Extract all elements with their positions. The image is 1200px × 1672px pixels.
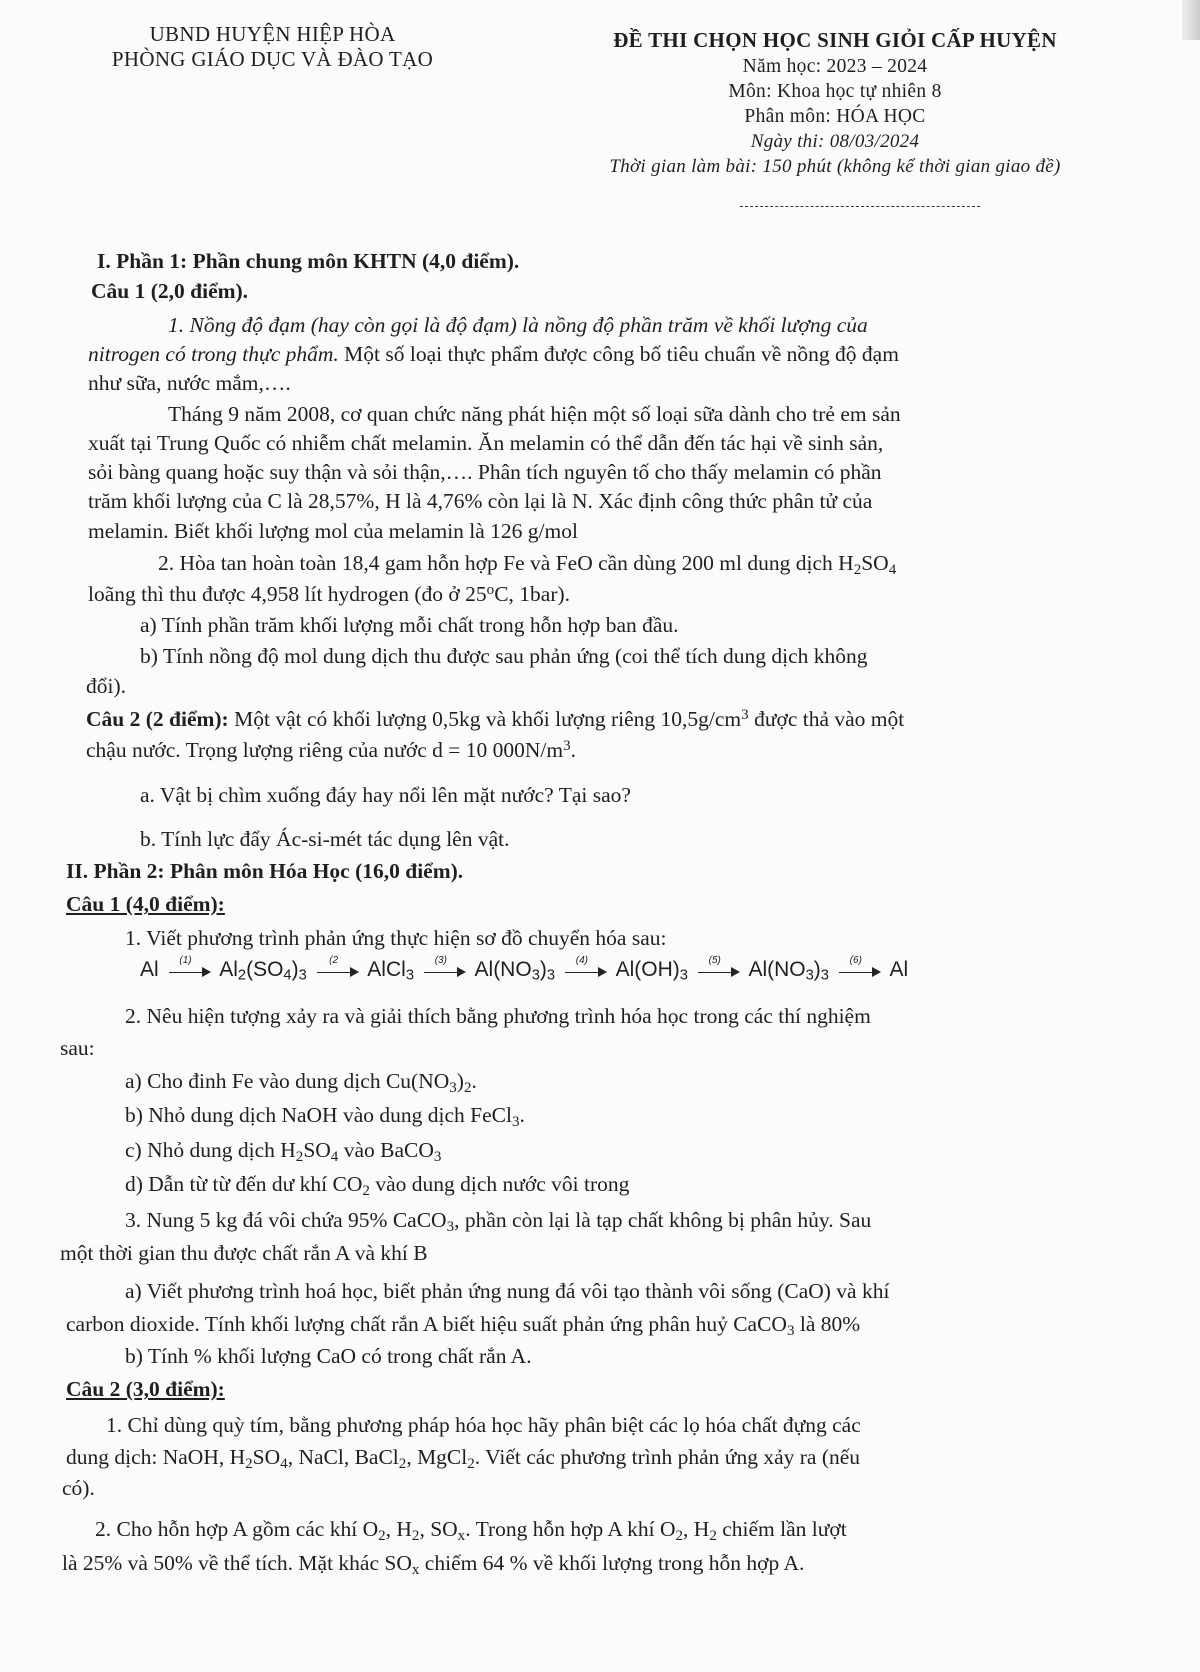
species: [367, 958, 414, 984]
part2-q2-2-line: [95, 1518, 847, 1542]
subscript: 2: [398, 1455, 407, 1472]
text: vào dung dịch nước vôi trong: [369, 1172, 630, 1196]
subscript: 2: [362, 1182, 370, 1199]
text: ): [291, 958, 299, 981]
arrow-label: (2: [329, 955, 339, 967]
subscript: 3: [820, 967, 829, 984]
subscript: 4: [330, 1148, 339, 1165]
part2-q1-3-line: b) Tính % khối lượng CaO có trong chất rắn A.: [125, 1344, 532, 1368]
subscript: 3: [449, 1079, 457, 1096]
part1-q1-1-line: xuất tại Trung Quốc có nhiễm chất melamin. Ăn melamin có thể dẫn đến tác hại về sinh sản,: [88, 431, 884, 455]
text: , H: [683, 1517, 710, 1541]
superscript: o: [486, 582, 495, 599]
text: 2. Hòa tan hoàn toàn 18,4 gam hỗn hợp Fe và FeO cần dùng 200 ml dung dịch H: [158, 551, 854, 575]
subscript: 4: [888, 561, 897, 578]
text: b) Nhỏ dung dịch NaOH vào dung dịch FeCl: [125, 1103, 512, 1127]
part1-q1-2-line: [158, 552, 896, 576]
part1-q2-line: a. Vật bị chìm xuống đáy hay nổi lên mặt nước? Tại sao?: [140, 783, 631, 807]
subscript: 3: [805, 967, 814, 984]
text: SO: [252, 1445, 281, 1469]
text: , NaCl, BaCl: [287, 1445, 399, 1469]
text: SO: [303, 1138, 331, 1162]
species: [474, 958, 556, 984]
exam-date: Ngày thi: 08/03/2024: [750, 131, 920, 152]
text: chiếm 64 % về khối lượng trong hỗn hợp A.: [419, 1551, 805, 1575]
arrow-label: (4): [575, 955, 588, 967]
subscript: 4: [283, 967, 292, 984]
species: [748, 958, 829, 984]
superscript: 3: [563, 738, 571, 755]
part1-q1-2-line: a) Tính phần trăm khối lượng mỗi chất trong hỗn hợp ban đầu.: [140, 613, 679, 637]
header-divider: [740, 206, 980, 207]
subscript: 3: [679, 967, 688, 984]
part2-q1-2-line: 2. Nêu hiện tượng xảy ra và giải thích bằng phương trình hóa học trong các thí nghiệm: [125, 1004, 871, 1028]
text: là 80%: [794, 1312, 861, 1336]
text: được thả vào một: [748, 707, 905, 731]
text: là 25% và 50% về thể tích. Mặt khác SO: [62, 1551, 412, 1575]
text: . Trong hỗn hợp A khí O: [465, 1517, 676, 1541]
text: chậu nước. Trọng lượng riêng của nước d = 10 000N/m: [86, 738, 564, 762]
text: Al(OH): [615, 958, 680, 981]
part2-q1-3-line: một thời gian thu được chất rắn A và khí B: [60, 1241, 428, 1265]
part1-q1-1-line: như sữa, nước mắm,….: [88, 371, 291, 395]
part1-q1-1-line: Tháng 9 năm 2008, cơ quan chức năng phát hiện một số loại sữa dành cho trẻ em sản: [168, 402, 901, 426]
text: C, 1bar).: [494, 582, 571, 606]
exam-duration: Thời gian làm bài: 150 phút (không kể thời gian giao đề): [609, 156, 1061, 177]
part2-title: II. Phần 2: Phân môn Hóa Học (16,0 điểm).: [66, 859, 464, 883]
part1-q2-line: b. Tính lực đẩy Ác-si-mét tác dụng lên vật.: [140, 827, 510, 851]
reaction-arrow: [698, 955, 740, 977]
part2-q1-2-line: sau:: [60, 1036, 95, 1060]
species: [615, 958, 688, 984]
subscript: 3: [298, 967, 307, 984]
text: dung dịch: NaOH, H: [66, 1445, 246, 1469]
arrow-label: (5): [708, 955, 721, 967]
reaction-arrow: [169, 955, 211, 977]
part2-q1-3-line: [125, 1209, 871, 1233]
species: Al: [140, 958, 159, 981]
subscript: 3: [433, 1148, 442, 1165]
subscript: 3: [786, 1322, 795, 1339]
text: d) Dẫn từ từ đến dư khí CO: [125, 1172, 363, 1196]
part1-q1-1-line: trăm khối lượng của C là 28,57%, H là 4,76% còn lại là N. Xác định công thức phân tử của: [88, 489, 873, 513]
text: ): [539, 958, 547, 981]
part1-title: I. Phần 1: Phần chung môn KHTN (4,0 điểm).: [97, 249, 520, 273]
part1-q1-1-line: melamin. Biết khối lượng mol của melamin là 126 g/mol: [88, 519, 578, 543]
subscript: 3: [405, 967, 414, 984]
exam-title: ĐỀ THI CHỌN HỌC SINH GIỎI CẤP HUYỆN: [613, 28, 1057, 52]
part1-q1-2-line: đổi).: [86, 674, 127, 698]
subscript: 3: [446, 1218, 455, 1235]
text: loãng thì thu được 4,958 lít hydrogen (đo ở 25: [88, 582, 487, 606]
text: vào BaCO: [338, 1138, 434, 1162]
subscript: x: [457, 1527, 466, 1544]
sub-subject: Phân môn: HÓA HỌC: [744, 106, 926, 127]
text: carbon dioxide. Tính khối lượng chất rắn A biết hiệu suất phản ứng phân huỷ CaCO: [66, 1312, 787, 1336]
part2-q1-2-line: [125, 1070, 477, 1094]
school-year: Năm học: 2023 – 2024: [742, 56, 928, 77]
part2-q2-1-line: [66, 1446, 860, 1470]
text: .: [519, 1103, 525, 1127]
text: Một vật có khối lượng 0,5kg và khối lượng riêng 10,5g/cm: [228, 707, 742, 731]
part1-q2-title: Câu 2 (2 điểm):: [86, 707, 229, 731]
part2-q1-3-line: [66, 1313, 860, 1337]
part2-q1-2-line: [125, 1139, 441, 1163]
part1-q2-line: [86, 739, 576, 763]
subscript: 2: [237, 967, 247, 984]
text: chiếm lần lượt: [716, 1517, 847, 1541]
text: ): [456, 1069, 464, 1093]
part1-q1-1-line: 1. Nồng độ đạm (hay còn gọi là độ đạm) là nồng độ phần trăm về khối lượng của: [168, 313, 868, 337]
text: , phần còn lại là tạp chất không bị phân hủy. Sau: [454, 1208, 872, 1232]
text: a) Cho đinh Fe vào dung dịch Cu(NO: [125, 1069, 450, 1093]
part2-q2-title: Câu 2 (3,0 điểm):: [66, 1377, 225, 1401]
part1-q1-title: Câu 1 (2,0 điểm).: [91, 279, 249, 303]
part2-q1-2-line: [125, 1104, 525, 1128]
arrow-label: (1): [179, 955, 192, 967]
part2-q1-1-line: 1. Viết phương trình phản ứng thực hiện sơ đồ chuyển hóa sau:: [125, 926, 667, 950]
species: [219, 958, 307, 984]
subscript: 2: [463, 1079, 472, 1096]
text: 3. Nung 5 kg đá vôi chứa 95% CaCO: [125, 1208, 447, 1232]
text: , H: [385, 1517, 412, 1541]
subscript: 2: [411, 1527, 420, 1544]
text: nitrogen có trong thực phẩm.: [88, 342, 339, 366]
arrow-label: (6): [849, 955, 862, 967]
part2-q2-2-line: [62, 1552, 804, 1576]
part1-q1-2-line: [88, 583, 570, 607]
subscript: x: [411, 1561, 420, 1578]
text: Al(NO: [474, 958, 532, 981]
subscript: 2: [245, 1455, 253, 1472]
header-exam-info: [520, 28, 1150, 178]
superscript: 3: [741, 707, 749, 724]
subscript: 2: [295, 1148, 304, 1165]
conversion-scheme: [140, 955, 909, 984]
education-office: PHÒNG GIÁO DỤC VÀ ĐÀO TẠO: [111, 47, 434, 71]
text: Al: [219, 958, 238, 981]
text: .: [570, 738, 577, 762]
arrow-label: (3): [434, 955, 447, 967]
subscript: 3: [546, 967, 556, 984]
subscript: 3: [511, 1113, 520, 1130]
subscript: 2: [675, 1527, 684, 1544]
part2-q2-1-line: 1. Chỉ dùng quỳ tím, bằng phương pháp hóa học hãy phân biệt các lọ hóa chất đựng các: [106, 1413, 861, 1437]
text: AlCl: [367, 958, 406, 981]
text: .: [471, 1069, 477, 1093]
text: c) Nhỏ dung dịch H: [125, 1138, 296, 1162]
text: Một số loại thực phẩm được công bố tiêu chuẩn về nồng độ đạm: [338, 342, 899, 366]
text: 2. Cho hỗn hợp A gồm các khí O: [95, 1517, 379, 1541]
subscript: 2: [709, 1527, 717, 1544]
reaction-arrow: [839, 955, 881, 977]
subscript: 4: [280, 1455, 288, 1472]
reaction-arrow: [565, 955, 607, 977]
text: . Viết các phương trình phản ứng xảy ra (nếu: [474, 1445, 861, 1469]
subject: Môn: Khoa học tự nhiên 8: [728, 81, 942, 102]
text: , SO: [419, 1517, 458, 1541]
header-department: [80, 22, 465, 72]
district-committee: UBND HUYỆN HIỆP HÒA: [149, 22, 396, 46]
text: (SO: [246, 958, 284, 981]
text: Al(NO: [748, 958, 806, 981]
text: ): [813, 958, 821, 981]
text: SO: [861, 551, 889, 575]
reaction-arrow: [317, 955, 359, 977]
scan-edge: [1182, 0, 1200, 40]
part2-q1-title: Câu 1 (4,0 điểm):: [66, 892, 225, 916]
part1-q1-1-line: sỏi bàng quang hoặc suy thận và sỏi thận,…. Phân tích nguyên tố cho thấy melamin có phần: [88, 460, 882, 484]
subscript: 2: [853, 561, 862, 578]
subscript: 2: [467, 1455, 475, 1472]
part1-q2-line: [86, 708, 904, 732]
part1-q1-1-line: [88, 343, 899, 367]
part2-q1-2-line: [125, 1173, 629, 1197]
reaction-arrow: [424, 955, 466, 977]
part2-q2-1-line: có).: [62, 1476, 95, 1500]
text: , MgCl: [406, 1445, 468, 1469]
species: Al: [889, 958, 909, 981]
part1-q1-2-line: b) Tính nồng độ mol dung dịch thu được sau phản ứng (coi thể tích dung dịch không: [140, 644, 868, 668]
part2-q1-3-line: a) Viết phương trình hoá học, biết phản ứng nung đá vôi tạo thành vôi sống (CaO) và khí: [125, 1279, 890, 1303]
subscript: 2: [378, 1527, 386, 1544]
subscript: 3: [531, 967, 540, 984]
